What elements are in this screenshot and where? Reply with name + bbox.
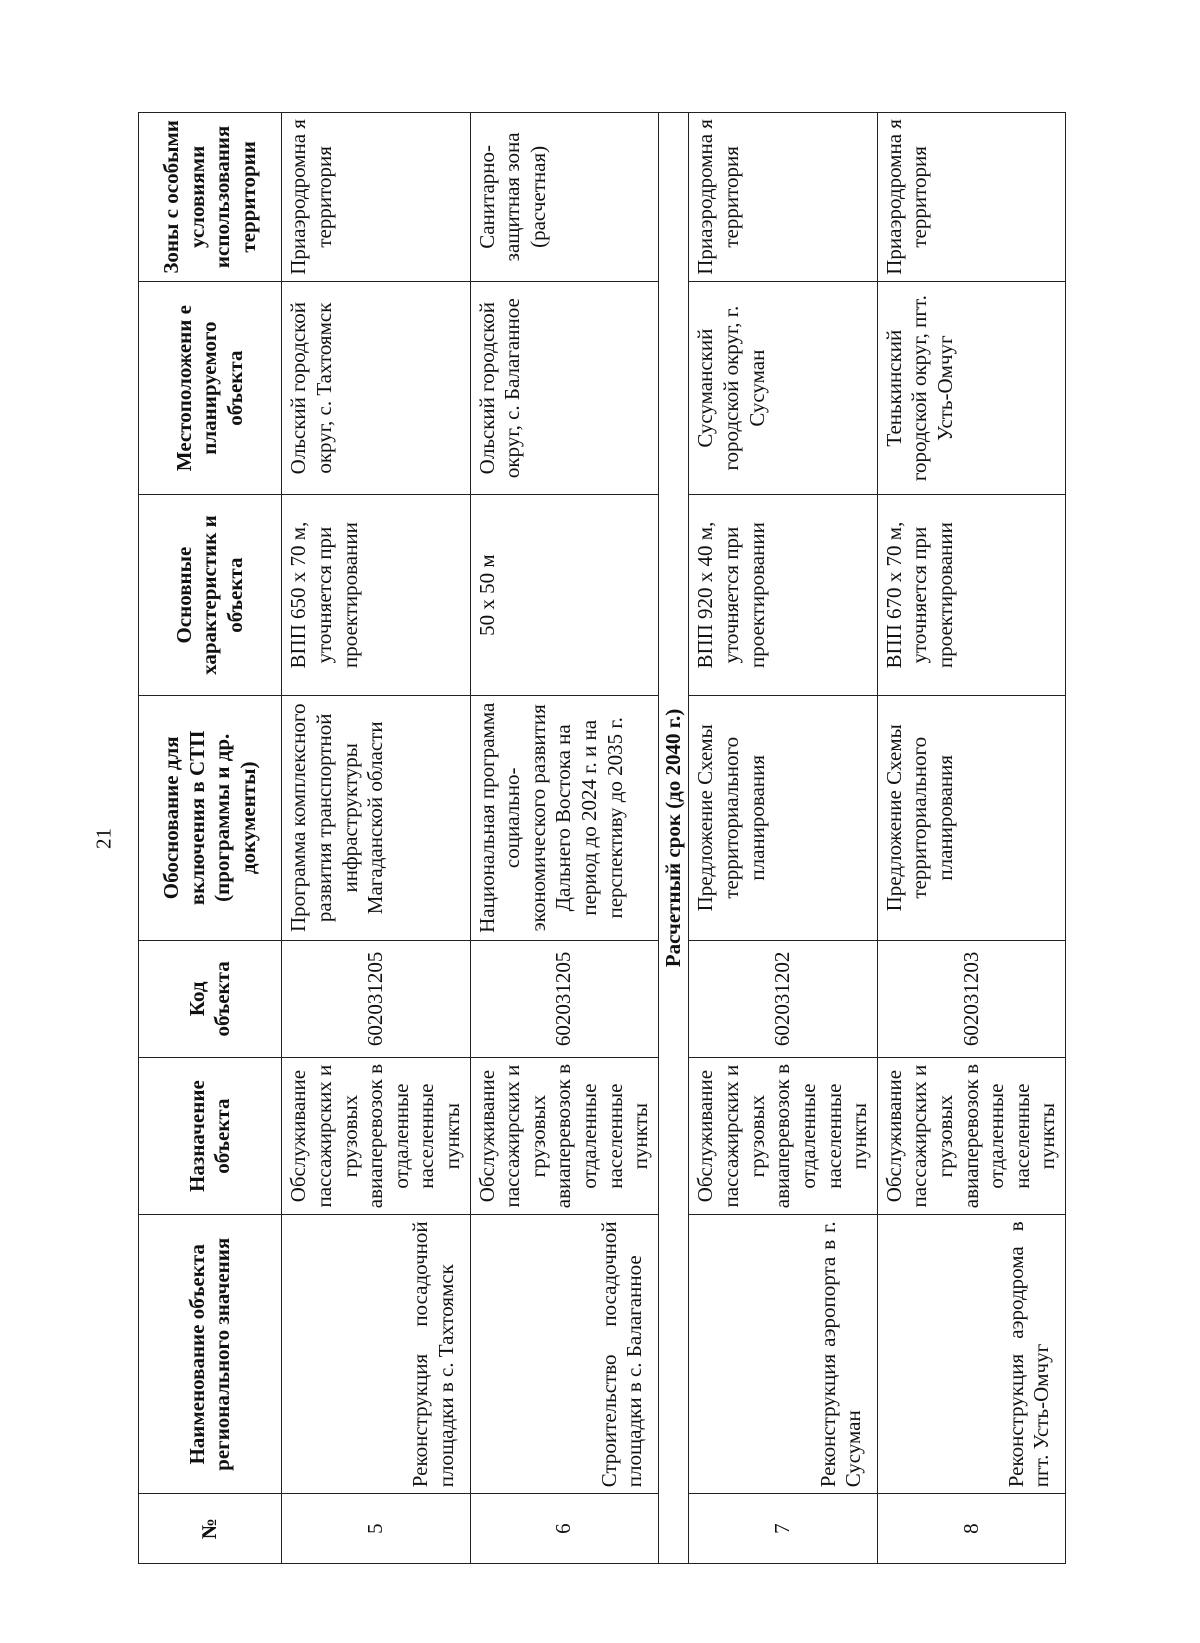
- cell-basis: Предложение Схемы территориального планирования: [689, 695, 877, 940]
- header-row: [139, 113, 282, 1564]
- table-row: [470, 113, 658, 1564]
- cell-code: 602031202: [689, 940, 877, 1057]
- cell-code: 602031205: [470, 940, 658, 1057]
- table-row: [689, 113, 877, 1564]
- cell-chars: ВПП 920 х 40 м, уточняется при проектировании: [689, 495, 877, 695]
- cell-num: 8: [877, 1494, 1065, 1564]
- cell-purpose: Обслуживание пассажирских и грузовых авиаперевозок в отдаленные населенные пункты: [470, 1057, 658, 1214]
- header-purpose: Назначение объекта: [139, 1057, 282, 1214]
- cell-code: 602031205: [282, 940, 470, 1057]
- cell-chars: ВПП 650 х 70 м, уточняется при проектировании: [282, 495, 470, 695]
- table-row: [282, 113, 470, 1564]
- header-chars: Основные характеристик и объекта: [139, 495, 282, 695]
- cell-chars: ВПП 670 х 70 м, уточняется при проектировании: [877, 495, 1065, 695]
- cell-num: 5: [282, 1494, 470, 1564]
- cell-location: Ольский городской округ, с. Тахтоямск: [282, 281, 470, 495]
- cell-purpose: Обслуживание пассажирских и грузовых авиаперевозок в отдаленные населенные пункты: [282, 1057, 470, 1214]
- cell-name: Строительство посадочной площадки в с. Балаганное: [470, 1215, 658, 1494]
- cell-name: Реконструкция аэродрома в пгт. Усть-Омчуг: [877, 1215, 1065, 1494]
- cell-location: Сусуманский городской округ, г. Сусуман: [689, 281, 877, 495]
- header-num: №: [139, 1494, 282, 1564]
- cell-zones: Санитарно-защитная зона (расчетная): [470, 113, 658, 282]
- header-name: Наименование объекта регионального значения: [139, 1215, 282, 1494]
- header-location: Местоположени е планируемого объекта: [139, 281, 282, 495]
- cell-name: Реконструкция аэропорта в г. Сусуман: [689, 1215, 877, 1494]
- cell-basis: Предложение Схемы территориального планирования: [877, 695, 1065, 940]
- cell-zones: Приаэродромна я территория: [282, 113, 470, 282]
- table-row: [877, 113, 1065, 1564]
- cell-location: Тенькинский городской округ, пгт. Усть-Омчуг: [877, 281, 1065, 495]
- cell-name: Реконструкция посадочной площадки в с. Тахтоямск: [282, 1215, 470, 1494]
- cell-location: Ольский городской округ, с. Балаганное: [470, 281, 658, 495]
- cell-zones: Приаэродромна я территория: [689, 113, 877, 282]
- rotated-table-container: [138, 112, 1066, 1564]
- objects-table: [138, 112, 1066, 1564]
- cell-basis: Программа комплексного развития транспортной инфраструктуры Магаданской области: [282, 695, 470, 940]
- cell-num: 7: [689, 1494, 877, 1564]
- cell-zones: Приаэродромна я территория: [877, 113, 1065, 282]
- period-row: [658, 113, 689, 1564]
- header-basis: Обоснование для включения в СТП (программы и др. документы): [139, 695, 282, 940]
- cell-purpose: Обслуживание пассажирских и грузовых авиаперевозок в отдаленные населенные пункты: [877, 1057, 1065, 1214]
- cell-code: 602031203: [877, 940, 1065, 1057]
- page-number: 21: [91, 828, 116, 849]
- cell-chars: 50 х 50 м: [470, 495, 658, 695]
- period-label: Расчетный срок (до 2040 г.): [658, 113, 689, 1564]
- cell-num: 6: [470, 1494, 658, 1564]
- cell-basis: Национальная программа социально-экономического развития Дальнего Востока на период до 2024 г. и на перспективу до 2035 г.: [470, 695, 658, 940]
- cell-purpose: Обслуживание пассажирских и грузовых авиаперевозок в отдаленные населенные пункты: [689, 1057, 877, 1214]
- header-code: Код объекта: [139, 940, 282, 1057]
- header-zones: Зоны с особыми условиями использования территории: [139, 113, 282, 282]
